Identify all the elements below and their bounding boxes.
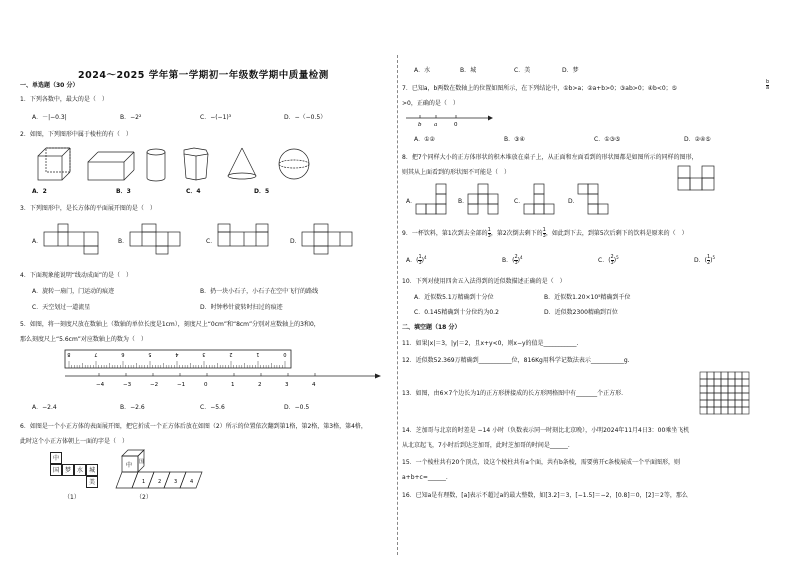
- section-fill-in: 二、填空题（18 分）: [402, 324, 461, 331]
- q9-frac-den: 3: [487, 233, 491, 239]
- q6-figure2-label: （2）: [136, 494, 152, 501]
- q1-option-d: D．−（−0.5）: [284, 114, 327, 121]
- q4-stem: 4．下面现象能说明“线动成面”的是（ ）: [20, 272, 133, 279]
- grid-cell: [742, 386, 749, 393]
- q8-option-d: D．: [568, 198, 579, 205]
- q8-top-view-d: [578, 184, 618, 216]
- q9-stem-mid: ，第2次倒去剩下的: [490, 230, 543, 237]
- net-cell: 中: [50, 452, 62, 464]
- q9-option-d: D．( $\frac{1}{2}$ )$^5$: [694, 254, 716, 266]
- q14-line2: 从北京起飞，7小时后到达芝加哥，此时芝加哥的时间是______.: [402, 442, 570, 449]
- grid-cell: [735, 393, 742, 400]
- q3-net-d: [302, 224, 362, 256]
- ruler-digit: 7: [94, 351, 98, 357]
- q9-option-b: B．( $\frac{2}{3}$ )$^4$: [502, 254, 523, 266]
- ruler-digit: 5: [148, 351, 152, 357]
- section-single-choice: 一、单选题（30 分）: [20, 82, 79, 89]
- hex-prism-shape: [184, 148, 208, 180]
- axis-tick-label: 1: [231, 382, 235, 388]
- grid-cell: [728, 386, 735, 393]
- q8-stem-line2: 则其从上面看到的形状图不可能是（ ）: [402, 169, 511, 176]
- cone-shape: [228, 148, 256, 179]
- q3-option-c: C．: [206, 238, 217, 245]
- grid-cell: [728, 393, 735, 400]
- grid-cell: [721, 400, 728, 407]
- q10-stem: 10．下列对使用四舍五入法得到的近似数描述正确的是（ ）: [402, 278, 566, 285]
- axis-label-zero: 0: [454, 122, 458, 128]
- grid-cell: [721, 379, 728, 386]
- grid-cell: [728, 372, 735, 379]
- grid-cell: [721, 372, 728, 379]
- q16-text: 16．已知a是有理数，[a]表示不超过a的最大整数，如[3.2]＝3，[−1.5]＝−2，[0.8]＝0，[2]＝2等，那么: [402, 492, 688, 499]
- q2-solids-figure: [36, 146, 316, 184]
- q6-cube-grid-figure: [118, 448, 218, 494]
- q6-option-b: B．城: [460, 67, 477, 74]
- grid-cell: [700, 407, 707, 414]
- q9-frac-num: 1: [542, 227, 546, 233]
- q9-stem: [402, 228, 688, 239]
- net-cell: 国: [50, 464, 62, 476]
- grid-cell: [714, 407, 721, 414]
- q8-top-view-b: [468, 184, 508, 216]
- q11-text: 11．如果|x|＝3，|y|＝2，且x+y<0，则x−y的值是___________.: [402, 340, 579, 347]
- q9-stem-pre: 9．一杯饮料，第1次到去全部的: [402, 230, 488, 237]
- grid-number: 4: [190, 479, 194, 485]
- grid-cell: [721, 386, 728, 393]
- axis-tick-label: −1: [177, 382, 186, 388]
- q4-option-b: B．扔一块小石子，小石子在空中飞行的路线: [200, 288, 319, 295]
- ruler-digit: 2: [229, 351, 233, 357]
- q10-option-b: B．近似数1.20×10⁵精确到千位: [544, 294, 631, 301]
- q3-option-d: D．: [290, 238, 301, 245]
- ruler-digit: 1: [256, 351, 260, 357]
- q6-option-a: A．水: [414, 67, 431, 74]
- q2-option-b: B．3: [116, 188, 131, 195]
- grid-cell: [700, 393, 707, 400]
- q2-option-c: C．4: [186, 188, 201, 195]
- q6-stem-line2: 此时这个小正方体朝上一面的字是（ ）: [20, 438, 129, 445]
- grid-cell: [700, 400, 707, 407]
- axis-tick-label: −2: [150, 382, 159, 388]
- grid-cell: [707, 386, 714, 393]
- q15-line2: a+b+c=______.: [402, 474, 448, 481]
- ruler-digit: 0: [283, 351, 287, 357]
- grid-cell: [742, 407, 749, 414]
- grid-cell: [714, 386, 721, 393]
- axis-label-a: a: [434, 122, 438, 128]
- axis-tick-label: −4: [96, 382, 105, 388]
- grid-cell: [707, 393, 714, 400]
- q5-option-d: D．−0.5: [284, 404, 310, 411]
- cylinder-shape: [147, 149, 165, 181]
- q8-top-view-c: [524, 184, 564, 216]
- net-cell: 城: [86, 464, 98, 476]
- q5-option-a: A．−2.4: [32, 404, 57, 411]
- q7-option-d: D．②④⑤: [684, 136, 711, 143]
- q14-line1: 14．芝加哥与北京的时差是 −14 小时（负数表示同一时刻比北京晚），小明2024年11月4日3：00乘坐飞机: [402, 427, 690, 434]
- q2-option-a: A．2: [32, 188, 47, 195]
- q15-line1: 15．一个棱柱共有20个顶点，设这个棱柱共有a个面，共有b条棱，需要剪开c条棱展成一个平面图形，则: [402, 459, 681, 466]
- q7-stem-line1-tail: >0，正确的是（ ）: [402, 100, 459, 107]
- page-title: 2024～2025 学年第一学期初一年级数学期中质量检测: [78, 70, 329, 81]
- q7-frac-num: b: [766, 79, 770, 85]
- ruler-digit: 8: [67, 351, 71, 357]
- q10-option-d: D．近似数2300精确到百位: [544, 309, 618, 316]
- q9-option-a: A．( $\frac{1}{3}$ )$^4$: [406, 254, 427, 266]
- q3-net-a: [44, 224, 104, 256]
- ruler-digit: 4: [175, 351, 179, 357]
- cube-shape: [38, 148, 70, 180]
- sphere-shape: [279, 149, 309, 179]
- q5-option-c: C．−5.6: [200, 404, 225, 411]
- axis-tick-label: −3: [123, 382, 132, 388]
- grid-cell: [742, 379, 749, 386]
- grid-cell: [714, 372, 721, 379]
- grid-cell: [700, 372, 707, 379]
- q4-option-c: C．天空划过一道流星: [32, 304, 91, 311]
- q2-stem: 2．如图，下列图形中属于棱柱的有（ ）: [20, 131, 132, 138]
- cube-side-char: 国: [139, 459, 145, 465]
- q6-option-c: C．美: [514, 67, 531, 74]
- q7-fraction: [766, 80, 769, 91]
- grid-cell: [735, 400, 742, 407]
- axis-label-b: b: [418, 122, 422, 128]
- grid-cell: [714, 393, 721, 400]
- grid-cell: [700, 386, 707, 393]
- q13-text: 13．如图，由6×7个边长为1的正方形拼接成的长方形网格图中有_______个正方形.: [402, 390, 624, 397]
- axis-tick-label: 2: [258, 382, 262, 388]
- q8-option-a: A．: [406, 198, 417, 205]
- q6-figure1-label: （1）: [64, 494, 80, 501]
- q1-option-b: B．−2²: [120, 114, 142, 121]
- q1-option-c: C．−(−1)³: [200, 114, 232, 121]
- grid-cell: [728, 407, 735, 414]
- q5-stem-line1: 5．如图，将一刻度尺放在数轴上（数轴的单位长度是1cm），刻度尺上“0cm”和“8cm”分别对应数轴上的3和0，: [20, 321, 320, 328]
- q6-stem-line1: 6．如图是一个小正方体的表面展开图，把它折成一个正方体后放在如图（2）所示的位置依次翻到第1格，第2格，第3格，第4格，: [20, 423, 367, 430]
- grid-cell: [735, 407, 742, 414]
- q10-option-c: C．0.145精确到十分位约为0.2: [414, 309, 499, 316]
- q5-ruler-figure: [55, 350, 385, 398]
- q8-top-view-a: [416, 184, 456, 216]
- q8-view-figure: [678, 166, 718, 192]
- q5-option-b: B．−2.6: [120, 404, 145, 411]
- grid-cell: [714, 400, 721, 407]
- q3-net-c: [218, 224, 278, 256]
- q9-frac-num: 1: [487, 227, 491, 233]
- net-cell: 美: [86, 476, 98, 488]
- q2-option-d: D．5: [254, 188, 270, 195]
- q1-stem: 1．下列各数中，最大的是（ ）: [20, 96, 108, 103]
- axis-tick-label: 0: [204, 382, 208, 388]
- right-column: [398, 0, 794, 562]
- q1-option-a: A．－|−0.3|: [32, 114, 67, 121]
- q9-option-c: C．( $\frac{2}{3}$ )$^5$: [598, 254, 619, 266]
- grid-number: 2: [158, 479, 162, 485]
- grid-cell: [707, 400, 714, 407]
- axis-tick-label: 4: [312, 382, 316, 388]
- q8-option-b: B．: [458, 198, 469, 205]
- q7-option-b: B．③④: [504, 136, 525, 143]
- grid-cell: [700, 379, 707, 386]
- q9-frac-den: 3: [542, 233, 546, 239]
- q7-number-line: [404, 112, 494, 128]
- ruler-digit: 3: [202, 351, 206, 357]
- q4-option-d: D．时钟秒针旋转时扫过的痕迹: [200, 304, 283, 311]
- q10-option-a: A．近似数5.1万精确到十分位: [414, 294, 494, 301]
- q3-option-b: B．: [118, 238, 129, 245]
- ruler-digit: 6: [121, 351, 125, 357]
- prism-shape: [88, 152, 134, 180]
- grid-number: 1: [142, 479, 146, 485]
- axis-tick-label: 3: [285, 382, 289, 388]
- cube-top-char: 中: [126, 462, 133, 469]
- q3-option-a: A．: [32, 238, 43, 245]
- q7-frac-den: a: [766, 85, 770, 91]
- q7-option-c: C．①③⑤: [594, 136, 621, 143]
- net-cell: 水: [74, 464, 86, 476]
- grid-number: 3: [174, 479, 178, 485]
- axis-arrow: [375, 374, 381, 379]
- grid-cell: [721, 393, 728, 400]
- net-cell: 梦: [62, 464, 74, 476]
- grid-cell: [714, 379, 721, 386]
- grid-cell: [735, 372, 742, 379]
- q4-option-a: A．旋转一扇门，门运动的痕迹: [32, 288, 115, 295]
- grid-cell: [707, 372, 714, 379]
- q3-net-b: [130, 224, 190, 256]
- q12-text: 12．近似数52.369万精确到___________位，816Kg用科学记数法表示___________g.: [402, 357, 630, 364]
- grid-cell: [735, 379, 742, 386]
- grid-cell: [742, 393, 749, 400]
- grid-cell: [728, 400, 735, 407]
- grid-cell: [742, 400, 749, 407]
- grid-cell: [721, 407, 728, 414]
- q8-option-c: C．: [514, 198, 525, 205]
- grid-cell: [742, 372, 749, 379]
- q7-stem-line1: 7．已知a，b两数在数轴上的位置如图所示，在下列结论中，①b>a；②a+b>0；③ab>0；④b<0；⑤: [402, 85, 678, 92]
- q6-option-d: D．梦: [562, 67, 579, 74]
- grid-cell: [735, 386, 742, 393]
- q9-stem-post: ，如此到下去，到第5次后剩下的饮料是原来的（ ）: [545, 230, 688, 237]
- q3-stem: 3．下列图形中，是长方体的平面展开图的是（ ）: [20, 205, 156, 212]
- q8-stem-line1: 8．把7个同样大小的正方体形状的积木堆放在桌子上，从正面和左面看到的形状图都是如图所示的同样的图形，: [402, 154, 698, 161]
- grid-cell: [728, 379, 735, 386]
- q5-stem-line2: 那么刻度尺上“5.6cm”对应数轴上的数为（ ）: [20, 336, 147, 343]
- grid-cell: [707, 407, 714, 414]
- q13-grid-figure: [700, 372, 760, 422]
- grid-cell: [707, 379, 714, 386]
- q7-option-a: A．①②: [414, 136, 435, 143]
